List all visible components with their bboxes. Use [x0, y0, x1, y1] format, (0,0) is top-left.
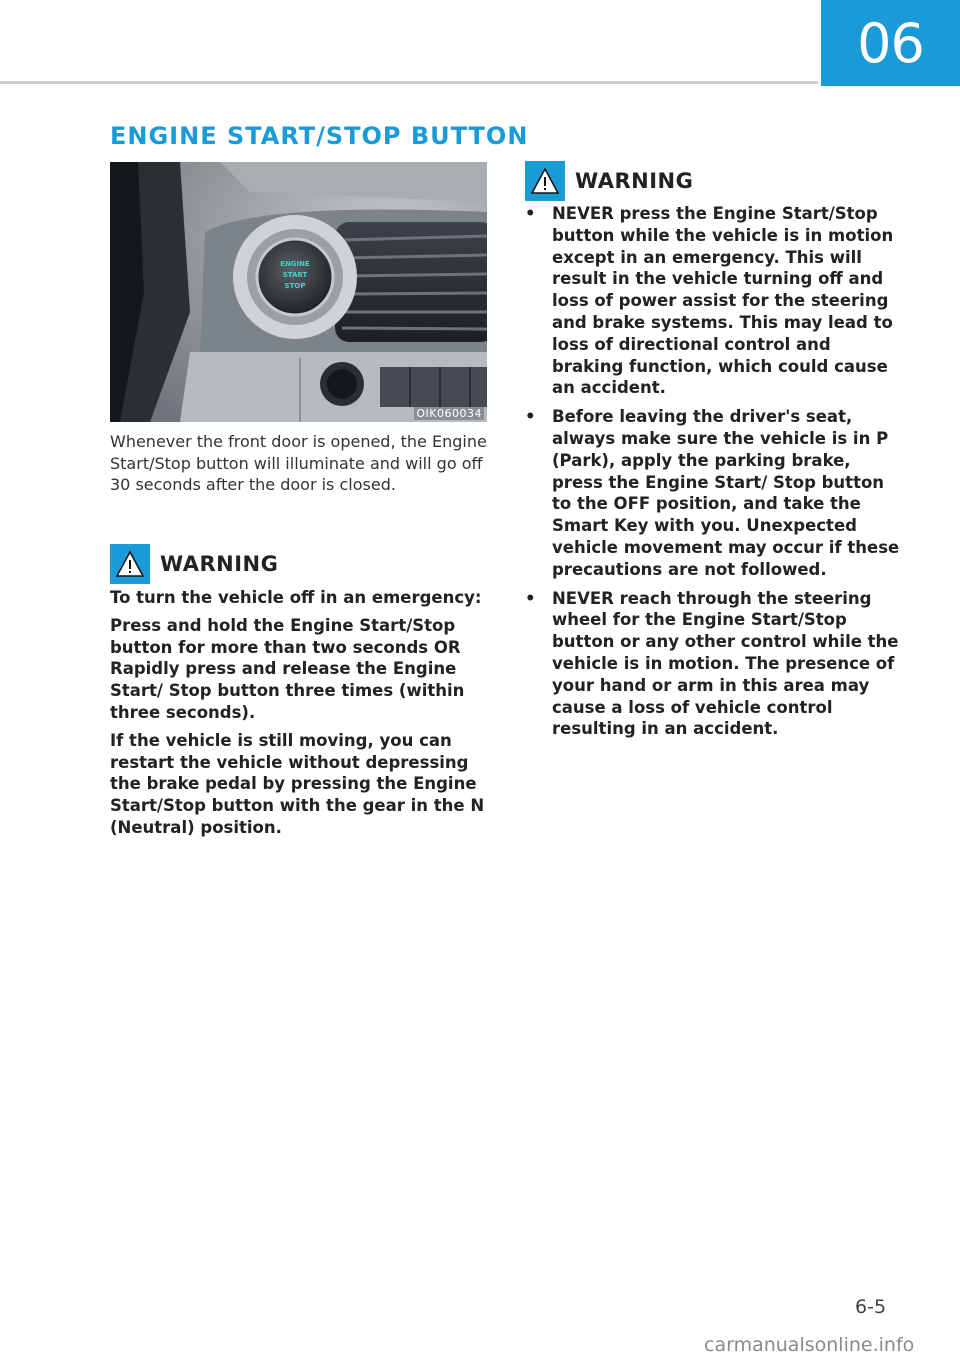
warning-body-right [522, 203, 907, 747]
warning-heading-left [110, 544, 278, 584]
warning-bullet: • NEVER press the Engine Start/Stop button while the vehicle is in motion except in an emergency. This will result in the vehicle turning off and loss of power assist for the steering and brake systems. This may lead to loss of directional control and braking function, which could cause an accident. [525, 204, 894, 398]
warning-bullet: • NEVER reach through the steering wheel for the Engine Start/Stop button or any other control while the vehicle is in motion. The presence of your hand or arm in this area may cause a loss of vehicle control resulting in an accident. [525, 588, 899, 739]
warning-triangle-icon [525, 161, 565, 201]
warning-heading-right [525, 161, 693, 201]
intro-paragraph: Whenever the front door is opened, the Engine Start/Stop button will illuminate and will go off 30 seconds after the door is closed. [110, 432, 487, 494]
warning-left-paragraph-2: Press and hold the Engine Start/Stop button for more than two seconds OR Rapidly press and release the Engine Start/ Stop button three times (within three seconds). [110, 615, 465, 722]
warning-bullet-text: NEVER reach through the steering wheel for the Engine Start/Stop button or any other control while the vehicle is in motion. The presence of your hand or arm in this area may cause a loss of vehicle control resulting in an accident. [552, 588, 899, 739]
figure-code: OIK060034 [416, 407, 482, 420]
warning-bullet-text: NEVER press the Engine Start/Stop button while the vehicle is in motion except in an emergency. This will result in the vehicle turning off and loss of power assist for the steering and brake systems. This may lead to loss of directional control and braking function, which could cause an accident. [552, 204, 894, 398]
warning-bullet: • Before leaving the driver's seat, always make sure the vehicle is in P (Park), apply the parking brake, press the Engine Start/ Stop button to the OFF position, and take the Smart Key with you. Unexpected vehicle movement may occur if these precautions are not followed. [525, 407, 900, 579]
warning-triangle-icon [110, 544, 150, 584]
header-rule [0, 81, 818, 84]
button-label-line-1: ENGINE [280, 260, 310, 268]
button-label-line-3: STOP [284, 282, 306, 290]
warning-title-left: WARNING [160, 552, 279, 576]
dashboard-photo [110, 162, 487, 422]
warning-left-paragraph-1: To turn the vehicle off in an emergency: [110, 588, 482, 607]
warning-left-paragraph-3: If the vehicle is still moving, you can restart the vehicle without depressing the brake pedal by pressing the Engine Start/Stop button with the gear in the N (Neutral) position. [110, 730, 485, 837]
page-number: 6-5 [855, 1296, 887, 1318]
section-title: ENGINE START/STOP BUTTON [110, 122, 529, 150]
site-watermark: carmanualsonline.info [704, 1334, 915, 1356]
warning-body-left [110, 587, 490, 845]
warning-bullet-text: Before leaving the driver's seat, always make sure the vehicle is in P (Park), apply the parking brake, press the Engine Start/ Stop button to the OFF position, and take the Smart Key with you. Unexpected vehicle movement may occur if these precautions are not followed. [552, 407, 900, 579]
warning-title-right: WARNING [575, 169, 694, 193]
chapter-number: 06 [857, 11, 924, 75]
engine-start-button-illustration [110, 162, 487, 422]
chapter-number-tab [821, 0, 960, 86]
button-label-line-2: START [282, 271, 308, 279]
